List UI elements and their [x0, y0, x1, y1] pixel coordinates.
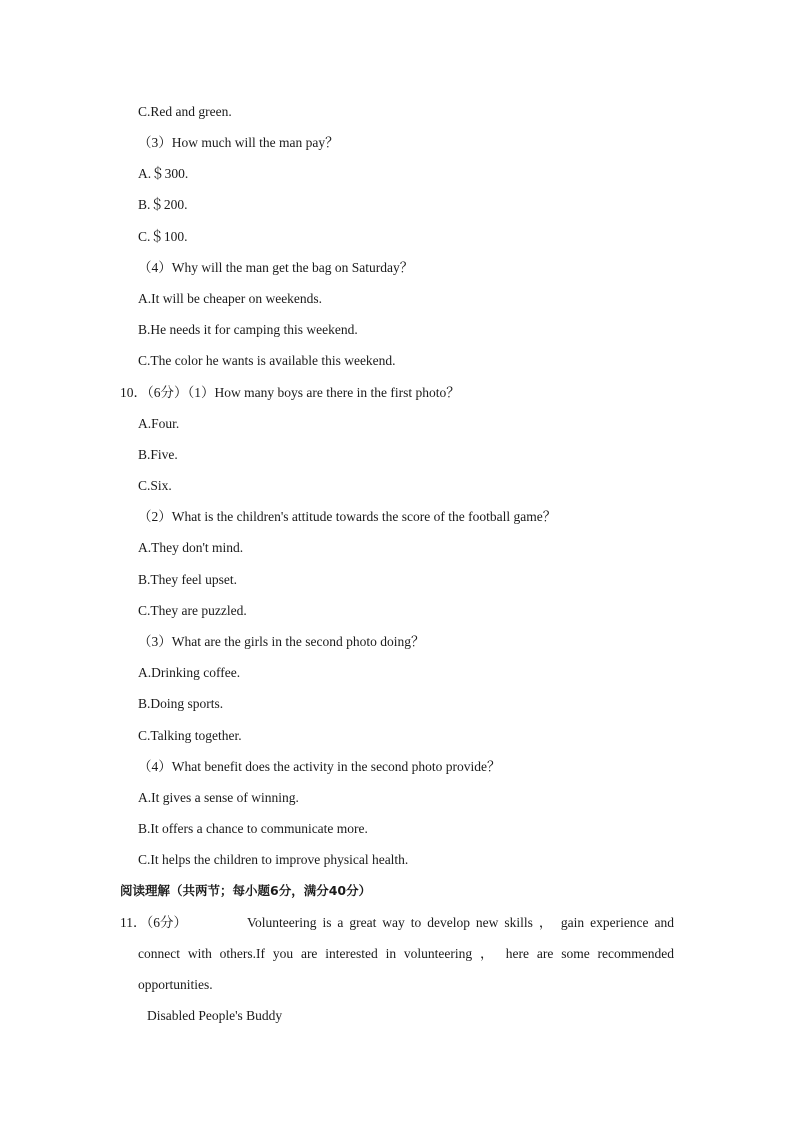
q11-passage-line-2: connect with others.If you are interested in volunteering ， here are some recommended: [138, 946, 674, 961]
q9-sub4-option-a: A.It will be cheaper on weekends.: [138, 291, 323, 306]
q10-sub2-option-b: B.They feel upset.: [138, 572, 237, 587]
q9-sub4-option-b: B.He needs it for camping this weekend.: [138, 322, 358, 337]
q11-passage-line-1: Volunteering is a great way to develop new skills ， gain experience and: [247, 915, 674, 930]
q10-sub4-option-c: C.It helps the children to improve physical health.: [138, 852, 409, 867]
q11-passage-line-3: opportunities.: [138, 977, 213, 992]
q11-passage-heading: Disabled People's Buddy: [147, 1008, 283, 1023]
q10-sub3-option-c: C.Talking together.: [138, 728, 242, 743]
q9-sub3-option-b: B.＄200.: [138, 197, 188, 212]
q10-subquestion-3: （3）What are the girls in the second photo doing？: [138, 634, 425, 649]
q9-sub4-option-c: C.The color he wants is available this weekend.: [138, 353, 396, 368]
q10-sub3-option-a: A.Drinking coffee.: [138, 665, 241, 680]
q9-sub3-option-c: C.＄100.: [138, 229, 188, 244]
q10-sub2-option-a: A.They don't mind.: [138, 540, 244, 555]
q9-sub3-option-a: A.＄300.: [138, 166, 189, 181]
q9-subquestion-3: （3）How much will the man pay？: [138, 135, 339, 150]
q10-sub4-option-b: B.It offers a chance to communicate more.: [138, 821, 368, 836]
q10-sub1-option-c: C.Six.: [138, 478, 172, 493]
q10-subquestion-4: （4）What benefit does the activity in the second photo provide？: [138, 759, 501, 774]
q11-number: 11．（6分）: [120, 915, 187, 930]
q9-option-c-part2: C.Red and green.: [138, 104, 232, 119]
q10-subquestion-2: （2）What is the children's attitude towards the score of the football game？: [138, 509, 557, 524]
q11-line-1-wrapper: [247, 914, 674, 932]
q10-sub4-option-a: A.It gives a sense of winning.: [138, 790, 299, 805]
q10-sub3-option-b: B.Doing sports.: [138, 696, 224, 711]
q10-sub2-option-c: C.They are puzzled.: [138, 603, 247, 618]
q10-sub1-option-b: B.Five.: [138, 447, 178, 462]
q10-number-and-subquestion-1: 10．（6分）（1）How many boys are there in the first photo？: [120, 385, 460, 400]
q10-sub1-option-a: A.Four.: [138, 416, 180, 431]
q11-line-2-wrapper: [138, 945, 674, 963]
section-title: 阅读理解（共两节；每小题6分，满分40分）: [120, 883, 372, 898]
q9-subquestion-4: （4）Why will the man get the bag on Saturday？: [138, 260, 414, 275]
